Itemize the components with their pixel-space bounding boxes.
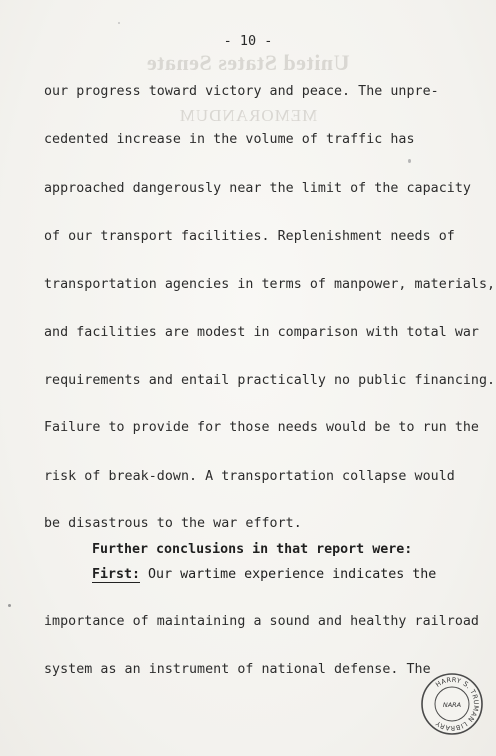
page-number: - 10 - (223, 33, 273, 49)
first-conclusion-line (92, 567, 436, 582)
body-line: importance of maintaining a sound and healthy railroad (44, 614, 479, 629)
body-line: be disastrous to the war effort. (44, 516, 302, 531)
first-label: First: (92, 567, 141, 582)
first-conclusion-text: Our wartime experience indicates the (140, 567, 437, 582)
body-line: risk of break-down. A transportation collapse would (44, 469, 455, 484)
conclusions-heading: Further conclusions in that report were: (92, 542, 413, 557)
seal-ring-text: HARRY S. TRUMAN LIBRARY (434, 675, 481, 733)
paper-speck (8, 604, 11, 607)
seal-center-text: NARA (442, 701, 462, 709)
body-line: system as an instrument of national defense. The (44, 662, 431, 677)
body-line: and facilities are modest in comparison with total war (44, 325, 479, 340)
memorandum-watermark: MEMORANDUM (178, 106, 318, 125)
body-line: Failure to provide for those needs would be to run the (44, 420, 479, 435)
truman-library-seal (420, 672, 484, 736)
body-line: transportation agencies in terms of manpower, materials, (44, 277, 496, 292)
body-line: of our transport facilities. Replenishment needs of (44, 229, 455, 244)
body-line: approached dangerously near the limit of the capacity (44, 181, 471, 196)
senate-letterhead-watermark: United States Senate (146, 50, 350, 75)
paper-speck (118, 22, 120, 24)
body-line: our progress toward victory and peace. The unpre- (44, 84, 439, 99)
paper-speck (408, 159, 411, 163)
body-line: requirements and entail practically no public financing. (44, 373, 496, 388)
body-line: cedented increase in the volume of traffic has (44, 132, 415, 147)
